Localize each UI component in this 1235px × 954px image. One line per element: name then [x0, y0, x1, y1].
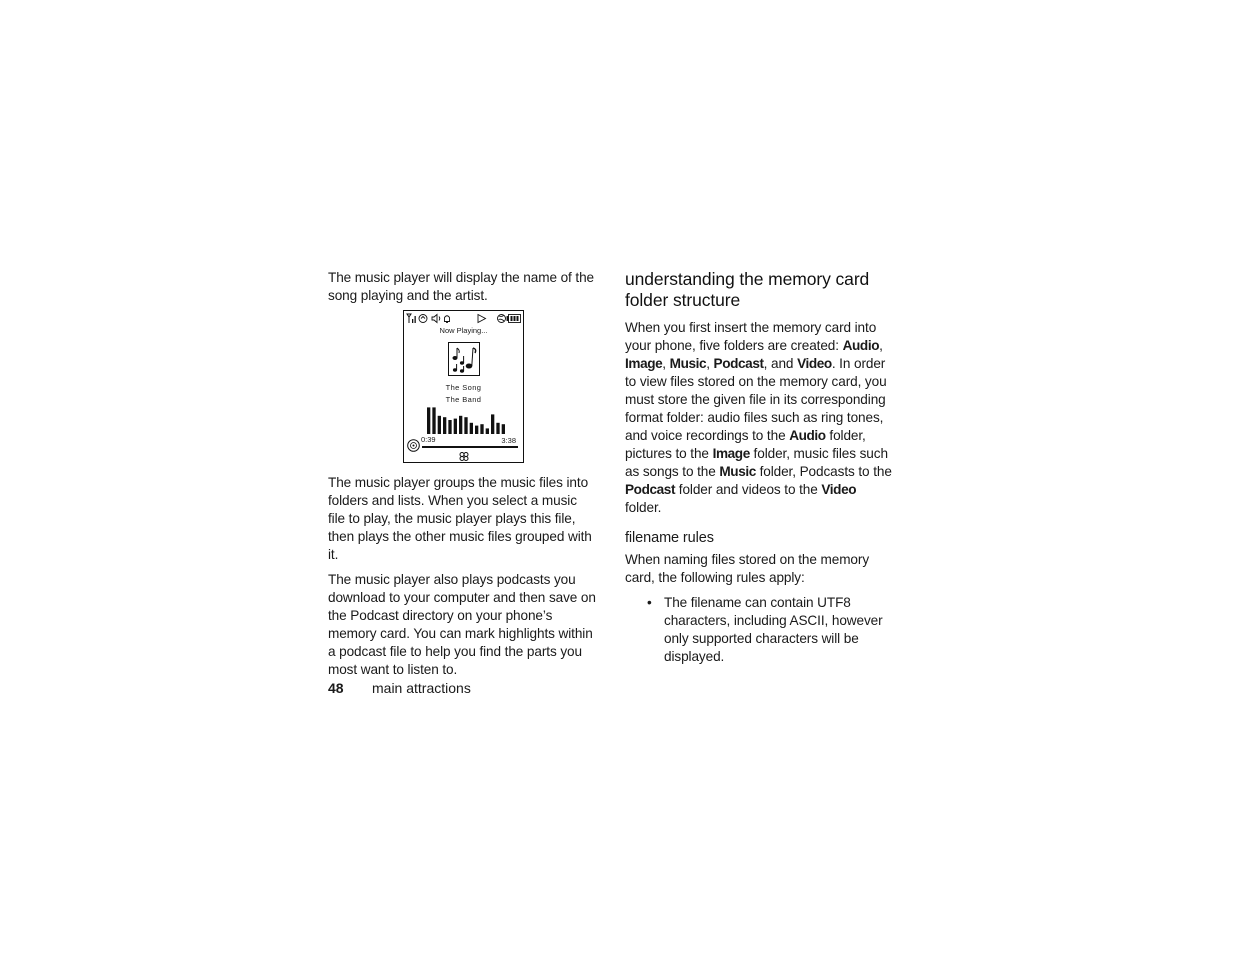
equalizer-bar — [486, 428, 489, 434]
folder-name-image: Image — [625, 356, 663, 371]
folder-name-audio: Audio — [789, 428, 826, 443]
equalizer-bar — [464, 417, 467, 434]
track-duration: 3:38 — [501, 436, 516, 445]
album-art — [448, 342, 480, 376]
text-segment: , — [879, 338, 883, 353]
speaker-icon — [432, 315, 440, 323]
music-notes-icon — [449, 343, 479, 375]
folder-name-audio: Audio — [842, 338, 880, 353]
text-segment: folder, pictures to the — [625, 428, 866, 461]
equalizer-bar — [491, 414, 494, 434]
disc-icon — [407, 439, 420, 452]
folder-name-music: Music — [669, 356, 707, 371]
band-name: The Band — [445, 395, 482, 404]
equalizer-bar — [480, 424, 483, 434]
equalizer-bar — [427, 407, 430, 434]
progress-bar — [422, 446, 518, 448]
equalizer-bar — [454, 419, 457, 434]
play-icon — [478, 315, 486, 323]
equalizer-bar — [432, 407, 435, 434]
text-segment: , — [706, 356, 714, 371]
phone-screen-figure — [403, 310, 524, 463]
page-footer — [328, 679, 471, 697]
signal-icon — [407, 314, 416, 323]
battery-icon — [507, 315, 521, 323]
equalizer-bar — [470, 423, 473, 434]
text-segment: folder and videos to the — [675, 482, 822, 497]
page-number: 48 — [328, 680, 344, 696]
folder-name-video: Video — [821, 482, 857, 497]
equalizer-bar — [496, 423, 499, 434]
section-heading: understanding the memory card folder structure — [625, 269, 870, 310]
bullet-text: The filename can contain UTF8 characters, including ASCII, however only supported characters will be displayed. — [664, 595, 883, 664]
text-segment: folder, Podcasts to the — [755, 464, 892, 479]
globe-icon — [498, 315, 506, 323]
left-column — [328, 269, 596, 305]
podcast-paragraph: The music player also plays podcasts you download to your computer and then save on the Podcast directory on your phone’s memory card. You can mark highlights within a podcast file to help you find the parts you most want to listen to. — [328, 572, 596, 677]
intro-paragraph: The music player will display the name of the song playing and the artist. — [328, 270, 594, 303]
nav-key-icon — [459, 452, 469, 461]
folders-paragraph — [625, 319, 895, 517]
folder-name-music: Music — [719, 464, 756, 479]
folder-name-podcast: Podcast — [625, 482, 676, 497]
equalizer-bar — [502, 424, 505, 434]
folder-name-image: Image — [712, 446, 750, 461]
subheading-filename-rules: filename rules — [625, 530, 714, 546]
left-column-lower — [328, 474, 596, 679]
bullet-item — [625, 594, 895, 666]
folder-name-video: Video — [797, 356, 832, 371]
right-column — [625, 269, 895, 666]
music-groups-paragraph: The music player groups the music files into folders and lists. When you select a music file to play, the music player plays this file, then plays the other music files grouped with it. — [328, 475, 592, 562]
naming-paragraph: When naming files stored on the memory card, the following rules apply: — [625, 552, 870, 585]
text-segment: When you first insert the memory card into your phone, five folders are created: — [625, 320, 877, 353]
equalizer-bar — [448, 420, 451, 434]
text-segment: , and — [763, 356, 798, 371]
equalizer-bar — [438, 416, 441, 434]
equalizer-bar — [475, 426, 478, 434]
text-segment: folder, music files such as songs to the — [625, 446, 888, 479]
now-playing-label: Now Playing... — [439, 326, 488, 335]
folder-name-podcast: Podcast — [713, 356, 764, 371]
elapsed-time: 0:39 — [421, 435, 436, 444]
status-bar — [406, 313, 522, 324]
text-segment: , — [662, 356, 670, 371]
equalizer-bar — [459, 416, 462, 434]
equalizer-visualizer — [426, 406, 506, 434]
bullet-dot: • — [647, 595, 652, 610]
equalizer-bar — [443, 417, 446, 434]
text-segment: folder. — [625, 500, 662, 515]
playback-row — [404, 436, 523, 452]
section-title: main attractions — [372, 680, 471, 696]
song-title: The Song — [445, 383, 482, 392]
alarm-icon — [445, 316, 450, 323]
sync-icon — [419, 315, 427, 323]
text-segment: . In order to view files stored on the memory card, you must store the given file in its corresponding format folder: audio files such as ring tones, and voice recordings to the — [625, 356, 887, 443]
